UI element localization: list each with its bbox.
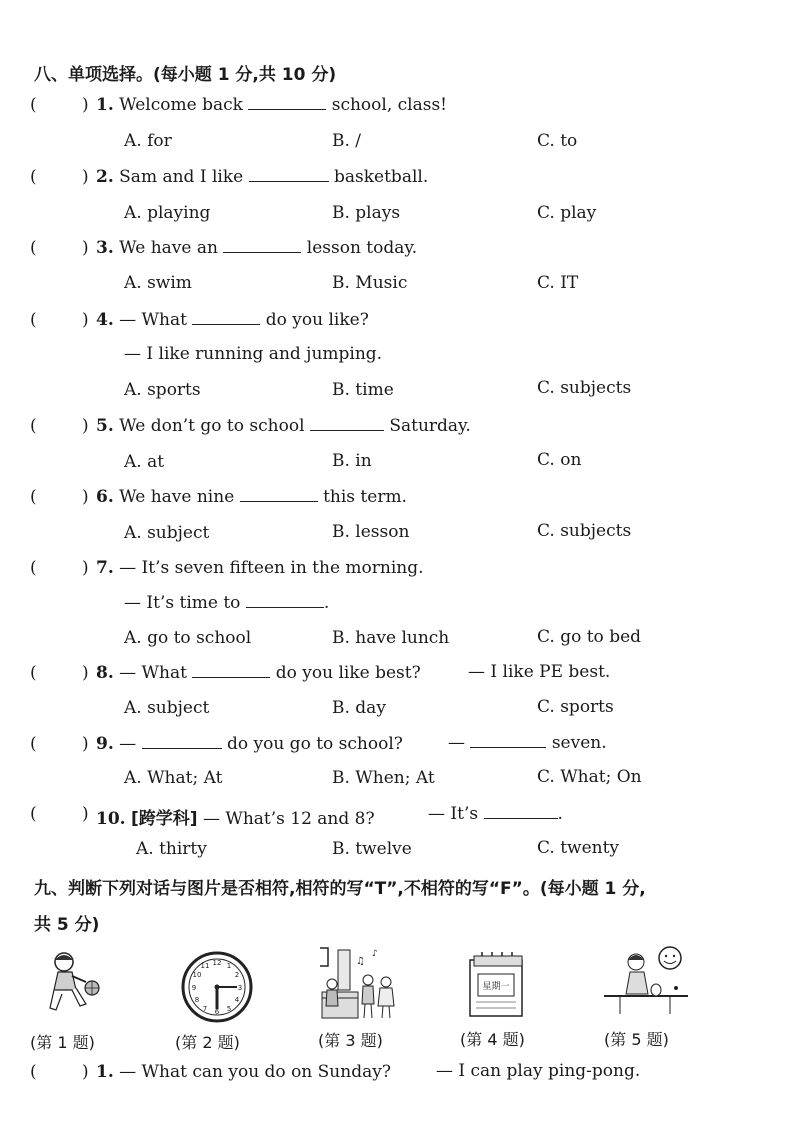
option-a: A. playing [124,203,211,223]
answer-blank [192,310,260,325]
option-b: B. lesson [332,522,410,542]
question-5 [96,416,471,436]
question-text: — [448,733,465,753]
option-b: B. twelve [332,839,412,859]
calendar-weekday-text: 星期一 [482,982,510,992]
question-10 [96,804,375,829]
question-text: — It’s [428,804,479,824]
svg-text:3: 3 [237,984,243,992]
answer-blank [249,167,329,182]
question-8-answer-line: — I like PE best. [468,662,611,682]
question-text: Sam and I like [119,167,244,187]
picture-caption-4: (第 4 题) [460,1030,525,1049]
option-a: A. go to school [124,628,252,648]
svg-text:5: 5 [226,1005,232,1013]
svg-text:10: 10 [192,971,202,979]
question-text: — What [119,310,187,330]
svg-text:2: 2 [234,971,240,979]
answer-paren-close: ) [82,487,89,507]
answer-paren-close: ) [82,1062,89,1082]
answer-paren-close: ) [82,167,89,187]
answer-blank [310,416,384,431]
option-a: A. sports [124,380,201,400]
question-4 [96,310,369,330]
answer-blank [240,487,318,502]
answer-blank [484,804,558,819]
question-text-after: Saturday. [389,416,471,436]
answer-paren-close: ) [82,95,89,115]
cross-subject-tag: [跨学科] [130,809,198,829]
section-9-question-1-reply: — I can play ping-pong. [436,1061,641,1081]
question-text: Welcome back [119,95,243,115]
question-10-answer-line [428,804,563,824]
calendar-picture [466,952,528,1020]
answer-blank [192,663,270,678]
question-2 [96,167,428,187]
option-c: C. play [537,203,597,223]
answer-paren-open: ( [30,487,37,507]
girl-pingpong-picture [600,944,692,1020]
svg-text:6: 6 [214,1008,220,1016]
answer-paren-open: ( [30,663,37,683]
question-text-after: school, class! [331,95,448,115]
question-text: We don’t go to school [119,416,305,436]
question-number: 7. [96,558,114,578]
svg-text:♫: ♫ [356,956,365,967]
children-piano-picture [316,944,402,1024]
option-b: B. day [332,698,386,718]
question-number: 1. [96,1062,114,1082]
question-text: — [119,734,137,754]
answer-paren-close: ) [82,663,89,683]
question-text-after: do you go to school? [226,734,403,754]
answer-paren-close: ) [82,310,89,330]
question-number: 6. [96,487,114,507]
answer-paren-close: ) [82,558,89,578]
option-b: B. Music [332,273,408,293]
answer-paren-open: ( [30,95,37,115]
option-b: B. / [332,131,362,151]
answer-blank [223,238,301,253]
option-c: C. go to bed [537,627,642,647]
answer-paren-open: ( [30,734,37,754]
question-text-after: lesson today. [306,238,418,258]
option-a: A. What; At [124,768,223,788]
question-number: 3. [96,238,114,258]
question-text: — What [119,663,187,683]
answer-blank [470,733,546,748]
svg-text:1: 1 [226,962,232,970]
picture-caption-5: (第 5 题) [604,1030,669,1049]
question-number: 8. [96,663,114,683]
option-a: A. subject [124,698,210,718]
question-8 [96,663,421,683]
question-7 [96,558,424,578]
option-c: C. twenty [537,838,620,858]
option-c: C. sports [537,697,614,717]
option-c: C. subjects [537,521,632,541]
question-text-after: this term. [323,487,407,507]
picture-caption-2: (第 2 题) [175,1033,240,1052]
question-text: We have an [119,238,218,258]
answer-paren-close: ) [82,238,89,258]
option-b: B. time [332,380,394,400]
option-a: A. for [124,131,172,151]
section-9-question-1 [96,1062,391,1082]
answer-paren-open: ( [30,558,37,578]
answer-paren-open: ( [30,804,37,824]
boy-basketball-picture [40,948,112,1018]
question-text: We have nine [119,487,235,507]
answer-blank [248,95,326,110]
answer-paren-open: ( [30,1062,37,1082]
question-text-after: do you like best? [275,663,421,683]
option-c: C. on [537,450,582,470]
question-3 [96,238,417,258]
option-b: B. plays [332,203,401,223]
answer-paren-open: ( [30,310,37,330]
question-4-line-2: — I like running and jumping. [124,344,383,364]
question-text: — It’s time to [124,593,241,613]
svg-text:12: 12 [212,959,222,967]
picture-caption-1: (第 1 题) [30,1033,95,1052]
picture-caption-3: (第 3 题) [318,1031,383,1050]
option-b: B. in [332,451,372,471]
question-text-after: seven. [551,733,607,753]
svg-text:9: 9 [191,984,197,992]
section-9-title: 九、判断下列对话与图片是否相符,相符的写“T”,不相符的写“F”。(每小题 1 分, [34,879,646,899]
option-c: C. IT [537,273,579,293]
svg-text:♪: ♪ [372,949,378,959]
question-9 [96,734,403,754]
question-6 [96,487,407,507]
svg-text:11: 11 [200,962,210,970]
question-number: 5. [96,416,114,436]
section-8-title: 八、单项选择。(每小题 1 分,共 10 分) [34,65,337,85]
option-a: A. subject [124,523,210,543]
option-b: B. have lunch [332,628,450,648]
question-number: 4. [96,310,114,330]
answer-blank [142,734,222,749]
clock-picture [180,950,254,1024]
answer-paren-close: ) [82,416,89,436]
question-number: 10. [96,809,126,829]
answer-paren-close: ) [82,734,89,754]
answer-paren-open: ( [30,167,37,187]
question-9-answer-line [448,733,607,753]
question-text-after: . [557,804,563,824]
question-7-line-2 [124,593,329,613]
section-9-title-line-2: 共 5 分) [34,915,100,935]
answer-paren-open: ( [30,238,37,258]
option-c: C. subjects [537,378,632,398]
answer-paren-open: ( [30,416,37,436]
question-text-after: basketball. [334,167,429,187]
svg-text:4: 4 [234,996,240,1004]
option-b: B. When; At [332,768,435,788]
option-c: C. What; On [537,767,642,787]
question-text-after: . [323,593,330,613]
question-number: 2. [96,167,114,187]
question-text: — It’s seven fifteen in the morning. [119,558,424,578]
question-text: — What’s 12 and 8? [202,809,375,829]
question-text: — What can you do on Sunday? [119,1062,391,1082]
question-1 [96,95,447,115]
option-c: C. to [537,131,578,151]
option-a: A. thirty [136,839,207,859]
question-text-after: do you like? [265,310,369,330]
question-number: 1. [96,95,114,115]
option-a: A. swim [124,273,192,293]
svg-text:8: 8 [194,996,200,1004]
svg-text:7: 7 [202,1005,208,1013]
option-a: A. at [124,452,165,472]
question-number: 9. [96,734,114,754]
answer-blank [246,593,324,608]
answer-paren-close: ) [82,804,89,824]
